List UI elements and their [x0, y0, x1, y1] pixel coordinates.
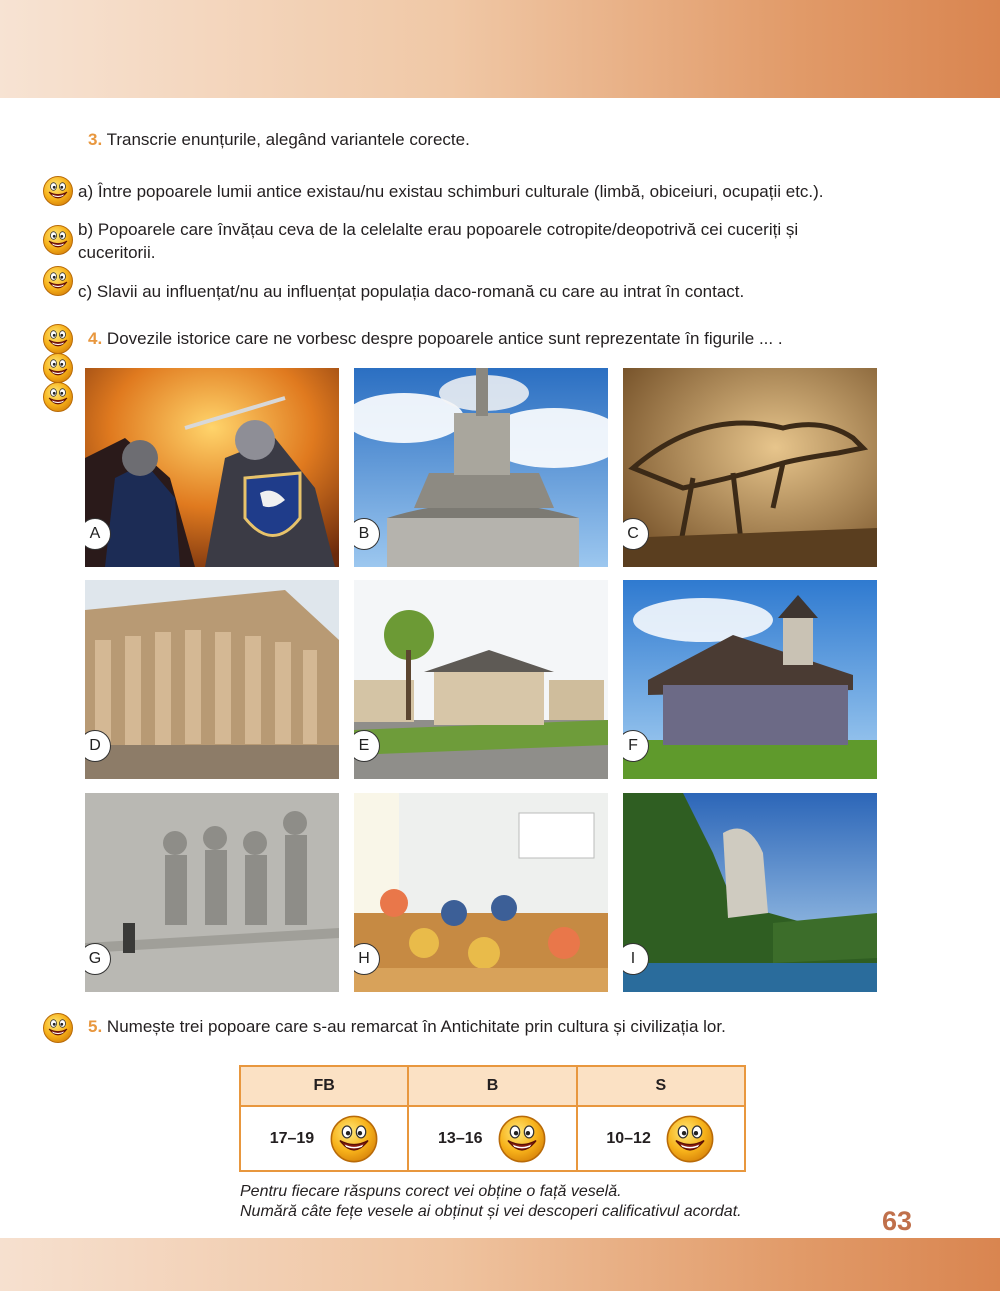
- exercise-5-text: [88, 1015, 726, 1038]
- smiley-face-icon: [42, 352, 74, 384]
- scoring-note: [240, 1182, 742, 1222]
- grading-table: [239, 1065, 746, 1172]
- grade-header-s: S: [577, 1066, 745, 1106]
- figure-label: H: [354, 943, 380, 975]
- scoring-note-line-2: Numără câte fețe vesele ai obținut și vei descoperi calificativul acordat.: [240, 1203, 742, 1220]
- exercise-3-item-c: c) Slavii au influențat/nu au influențat populația daco-romană cu care au intrat în contact.: [78, 282, 745, 301]
- bottom-banner: [0, 1238, 1000, 1291]
- exercise-4-text: [88, 327, 783, 350]
- grade-header-b: B: [408, 1066, 576, 1106]
- grade-range-s: 10–12: [606, 1129, 651, 1147]
- figure-c-dinosaur-skeleton: [623, 368, 877, 567]
- top-banner: [0, 0, 1000, 98]
- grade-range-b: 13–16: [438, 1129, 483, 1147]
- smiley-face-icon: [42, 1012, 74, 1044]
- smiley-face-icon: [42, 381, 74, 413]
- smiley-face-icon: [42, 323, 74, 355]
- figure-label: D: [85, 730, 111, 762]
- figure-label: B: [354, 518, 380, 550]
- smiley-face-icon: [665, 1114, 715, 1164]
- figure-label: G: [85, 943, 111, 975]
- exercise-3-item-a: a) Între popoarele lumii antice existau/nu existau schimburi culturale (limbă, obiceiuri, ocupații etc.).: [78, 182, 824, 201]
- exercise-3-number: 3.: [88, 130, 103, 149]
- page-number: 63: [882, 1206, 913, 1236]
- grade-cell-s: [577, 1106, 745, 1171]
- exercise-3-item-b: b) Popoarele care învățau ceva de la celelalte erau popoarele cotropite/deopotrivă cei cuceriți și: [78, 220, 799, 239]
- smiley-face-icon: [329, 1114, 379, 1164]
- grade-header-fb: FB: [240, 1066, 408, 1106]
- scoring-note-line-1: Pentru fiecare răspuns corect vei obține o față veselă.: [240, 1183, 622, 1200]
- figure-a-knights-battle: [85, 368, 339, 567]
- exercise-5-number: 5.: [88, 1017, 103, 1036]
- grade-cell-fb: [240, 1106, 408, 1171]
- figure-e-houses: [354, 580, 608, 779]
- smiley-face-icon: [42, 224, 74, 256]
- figure-h-classroom: [354, 793, 608, 992]
- figure-g-relief-column: [85, 793, 339, 992]
- figure-i-rock-sculpture: [623, 793, 877, 992]
- figure-f-painted-monastery: [623, 580, 877, 779]
- exercise-4-number: 4.: [88, 329, 103, 348]
- exercise-3-instruction: [88, 128, 470, 151]
- smiley-face-icon: [497, 1114, 547, 1164]
- figure-label: E: [354, 730, 380, 762]
- exercise-3-item-b-cont: cuceritorii.: [78, 243, 156, 262]
- figure-label: F: [623, 730, 649, 762]
- exercise-5-question: Numește trei popoare care s-au remarcat în Antichitate prin cultura și civilizația lor.: [106, 1017, 726, 1036]
- figure-d-parthenon: [85, 580, 339, 779]
- grade-cell-b: [408, 1106, 576, 1171]
- exercise-4-question: Dovezile istorice care ne vorbesc despre popoarele antice sunt reprezentate în figurile ... .: [106, 329, 783, 348]
- figure-label: C: [623, 518, 649, 550]
- smiley-face-icon: [42, 265, 74, 297]
- grade-range-fb: 17–19: [269, 1129, 315, 1147]
- figure-label: A: [85, 518, 111, 550]
- figure-b-monument: [354, 368, 608, 567]
- figure-label: I: [623, 943, 649, 975]
- exercise-3-text: Transcrie enunțurile, alegând variantele corecte.: [106, 130, 470, 149]
- smiley-face-icon: [42, 175, 74, 207]
